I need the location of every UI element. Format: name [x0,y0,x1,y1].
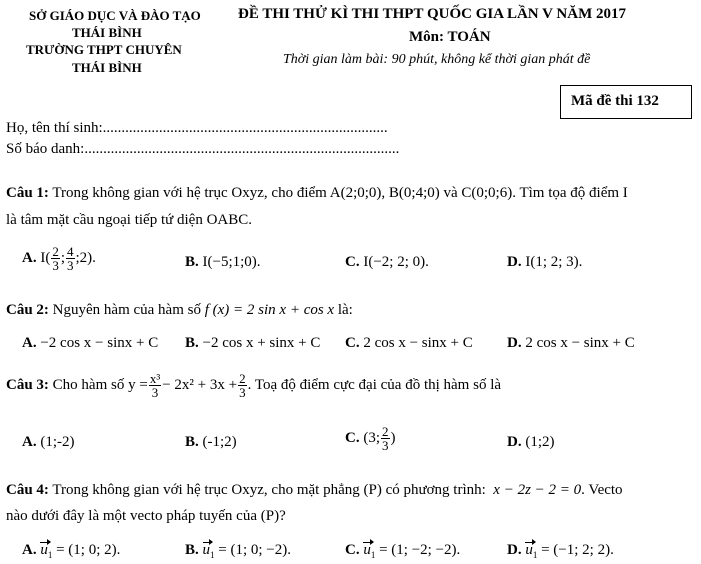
province-name: THÁI BÌNH [72,25,142,40]
option-label: B. [185,254,199,270]
option-text: (1;2) [521,434,555,450]
school-name-line1: TRƯỜNG THPT CHUYÊN [26,42,182,57]
question-1-line1 [6,185,628,202]
exam-code: Mã đề thi 132 [571,93,659,109]
option-label: D. [507,434,522,450]
option-label: D. [507,542,522,558]
q2-option-d [507,335,635,352]
option-label: B. [185,335,199,351]
frac-den: 3 [52,258,59,273]
q4-option-d [507,542,614,560]
q3-option-a [22,434,75,451]
option-label: C. [345,429,360,446]
vector-subscript: 1 [210,550,215,560]
q1-option-b [185,254,261,271]
q2-option-c [345,335,473,352]
plane-equation: x − 2z − 2 = 0 [493,482,582,498]
option-text: ) [390,429,396,446]
question-3-text-end: . Toạ độ điểm cực đại của đồ thị hàm số là [247,376,502,393]
option-label: C. [345,335,360,351]
question-2-label: Câu 2: [6,302,49,318]
option-text: −2 cos x + sinx + C [198,335,321,351]
vector-subscript: 1 [47,550,53,560]
subject: Môn: TOÁN [409,29,491,45]
question-2-text: Nguyên hàm của hàm số [48,302,205,318]
option-label: B. [185,434,199,450]
student-name-line: Họ, tên thí sinh:............................................................................ [6,120,388,136]
option-label: A. [22,434,37,450]
vector-subscript: 1 [532,550,538,560]
frac-num: 4 [67,244,74,259]
question-1-line2: là tâm mặt cầu ngoại tiếp tứ diện OABC. [6,212,252,228]
question-4-label: Câu 4: [6,482,49,498]
vector-symbol: u [363,542,371,558]
frac-num: 2 [239,371,246,386]
option-label: B. [185,542,199,558]
q3-option-c [345,425,396,452]
option-text: (3; [359,429,381,446]
option-text: = (−1; 2; 2). [537,542,614,558]
exam-title: ĐỀ THI THỬ KÌ THI THPT QUỐC GIA LẦN V NĂM 2017 [238,6,627,22]
q1-option-c [345,254,429,271]
q2-option-a [22,335,158,352]
question-4-line2: nào dưới đây là một vecto pháp tuyến của (P)? [6,508,286,524]
question-4-text: Trong không gian với hệ trục Oxyz, cho mặt phẳng (P) có phương trình: [48,482,486,498]
q4-option-a [22,542,120,560]
question-3-expression: − 2x² + 3x + [162,376,238,393]
q1-option-d [507,254,582,271]
question-3-label: Câu 3: [6,376,49,393]
option-text: ;2). [75,249,96,266]
option-text: I(1; 2; 3). [521,254,583,270]
question-3-text: Cho hàm số y = [48,376,148,393]
vector-subscript: 1 [370,550,376,560]
frac-num: 2 [52,244,59,259]
option-label: D. [507,335,522,351]
department-name: SỞ GIÁO DỤC VÀ ĐÀO TẠO [29,8,201,23]
vector-symbol: u [202,542,211,558]
question-4-line1 [6,482,623,499]
option-text: 2 cos x − sinx + C [359,335,473,351]
option-label: A. [22,335,37,351]
frac-den: 3 [67,258,74,273]
q3-option-d [507,434,555,451]
option-text: I(−5;1;0). [198,254,261,270]
option-text: I(−2; 2; 0). [359,254,429,270]
vector-symbol: u [40,542,48,558]
option-text: (-1;2) [198,434,237,450]
question-2-line1 [6,302,353,319]
question-3-line1 [6,372,501,399]
school-name-line2: THÁI BÌNH [72,60,142,75]
option-text: (1;-2) [36,434,75,450]
option-label: D. [507,254,522,270]
q4-option-c [345,542,460,560]
frac-den: 3 [151,385,159,400]
frac-num: x³ [149,371,161,386]
question-1-label: Câu 1: [6,185,49,201]
option-label: A. [22,542,37,558]
question-2-function: f (x) = 2 sin x + cos x [204,302,335,318]
q1-option-a: A. I( $\frac{2}{3}$ ; $\frac{4}{3}$ ;2). [22,244,96,273]
q4-option-b [185,542,291,560]
option-label: C. [345,542,360,558]
exam-code-box [560,85,692,119]
student-id-line: Số báo danh:.................................................................................... [6,141,400,157]
option-text: = (1; 0; 2). [52,542,121,558]
option-text: I( [36,249,51,266]
option-text: = (1; −2; −2). [375,542,461,558]
option-text: 2 cos x − sinx + C [521,335,635,351]
frac-den: 3 [239,385,246,400]
option-label: C. [345,254,360,270]
vector-symbol: u [525,542,533,558]
duration-note: Thời gian làm bài: 90 phút, không kể thời gian phát đề [283,52,591,67]
q2-option-b [185,335,320,352]
question-4-text-end: . Vecto [581,482,623,498]
option-text: −2 cos x − sinx + C [36,335,159,351]
frac-den: 3 [382,438,389,453]
q3-option-b [185,434,237,451]
question-2-text-end: là: [334,302,353,318]
frac-num: 2 [382,424,389,439]
option-text: = (1; 0; −2). [214,542,292,558]
option-label: A. [22,249,37,266]
question-1-text: Trong không gian với hệ trục Oxyz, cho điểm A(2;0;0), B(0;4;0) và C(0;0;6). Tìm tọa độ điểm I [48,185,628,201]
